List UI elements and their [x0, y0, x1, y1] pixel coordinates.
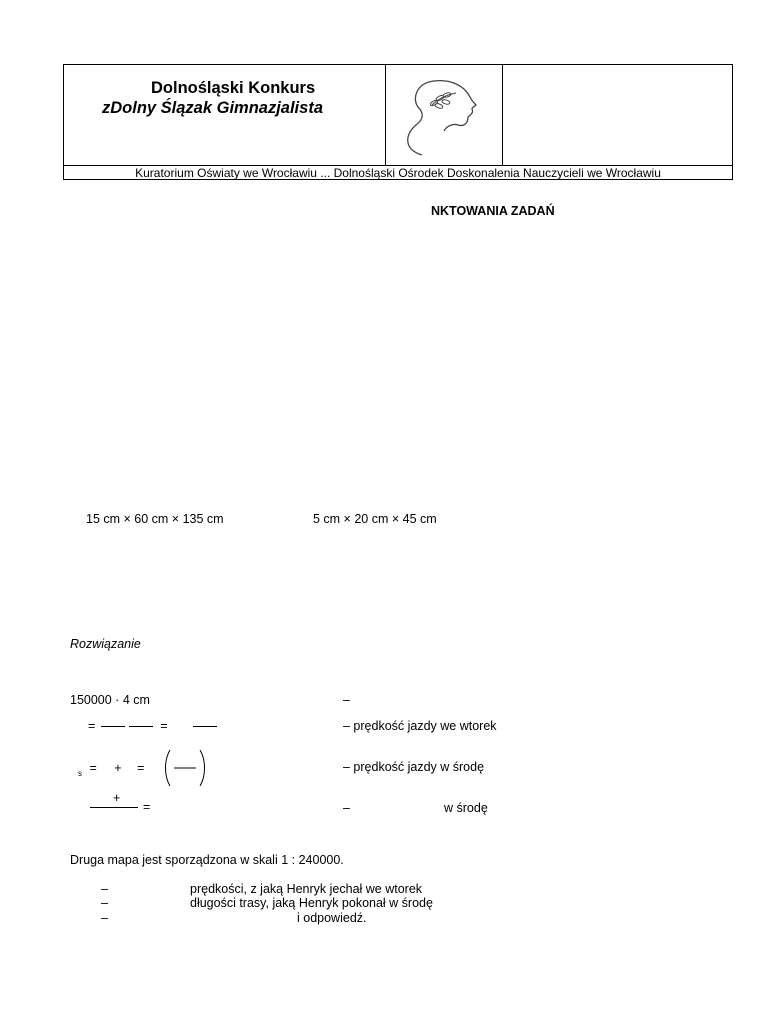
equals-sign: =: [137, 761, 145, 775]
math-line2-description: – prędkość jazdy we wtorek: [343, 719, 497, 733]
equals-sign: =: [89, 761, 97, 775]
bullet-dash: –: [101, 911, 108, 925]
math-line4-description: w środę: [444, 801, 488, 815]
plus-sign: +: [114, 761, 122, 775]
math-line1-dash: –: [343, 693, 350, 707]
fraction-bar: [90, 807, 138, 808]
organizers-line: Kuratorium Oświaty we Wrocławiu ... Dolnośląski Ośrodek Doskonalenia Nauczycieli we Wrocławiu: [135, 166, 661, 180]
math-line4-plus: +: [113, 791, 121, 805]
fraction-bar: [101, 726, 125, 727]
header-divider-2: [502, 65, 503, 165]
fraction-bar: [129, 726, 153, 727]
fraction-bar: [193, 726, 217, 727]
header-table: [63, 64, 733, 180]
page-heading: NKTOWANIA ZADAŃ: [431, 204, 555, 218]
bullet-dash: –: [101, 882, 108, 896]
bullet-dash: –: [101, 896, 108, 910]
bullet-text: długości trasy, jaką Henryk pokonał w środę: [190, 896, 433, 910]
equals-sign: =: [88, 719, 96, 733]
math-line3-formula: [78, 761, 144, 778]
contest-title: Dolnośląski Konkurs: [151, 79, 316, 97]
header-divider-1: [385, 65, 386, 165]
math-line2-formula: [88, 719, 219, 733]
scale-sentence: Druga mapa jest sporządzona w skali 1 : 240000.: [70, 853, 344, 867]
math-line3-description: – prędkość jazdy w środę: [343, 760, 485, 774]
parenthesized-fraction: [162, 748, 208, 788]
dimensions-right: 5 cm × 20 cm × 45 cm: [313, 512, 437, 526]
subscript: s: [78, 769, 82, 778]
math-line4-equals: =: [143, 800, 151, 814]
dimensions-left: 15 cm × 60 cm × 135 cm: [86, 512, 224, 526]
math-line1-expression: 150000 · 4 cm: [70, 693, 150, 707]
math-line4-dash: –: [343, 801, 350, 815]
bullet-text: prędkości, z jaką Henryk jechał we wtorek: [190, 882, 423, 896]
solution-label: Rozwiązanie: [70, 637, 141, 651]
bullet-text: i odpowiedź.: [297, 911, 367, 925]
equals-sign: =: [160, 719, 168, 733]
contest-subtitle: zDolny Ślązak Gimnazjalista: [102, 99, 323, 117]
head-laurel-logo-icon: [394, 73, 484, 157]
